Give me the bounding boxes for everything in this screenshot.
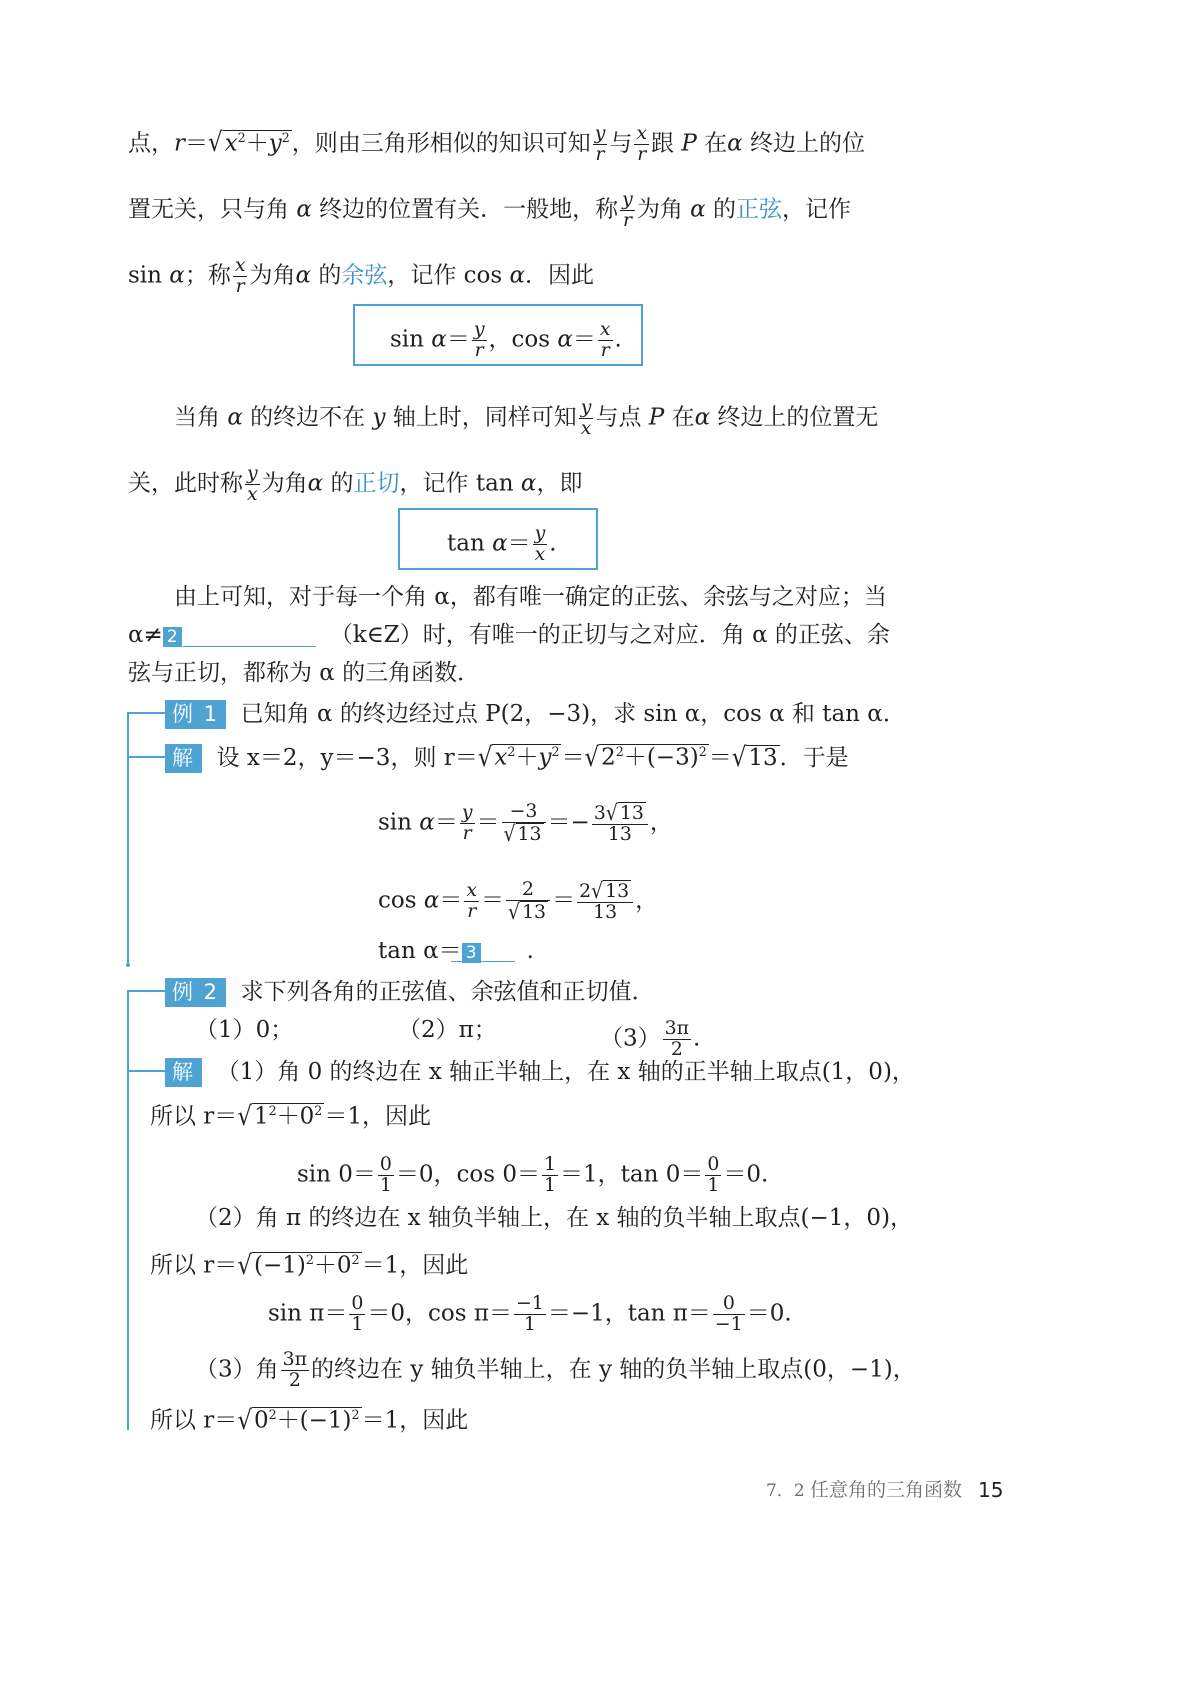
example2-item2: （2）π； bbox=[398, 1017, 497, 1043]
example1-sol-label: 解 bbox=[165, 744, 202, 773]
example1-question: 例 1 已知角 α 的终边经过点 P(2，−3)，求 sin α，cos α 和 tan α． bbox=[165, 700, 906, 729]
example2-sol2-line2: 所以 $r=√(-1)^2+0^2=1$，因此 bbox=[150, 1250, 469, 1281]
example2-question: 例 2 求下列各角的正弦值、余弦值和正切值． bbox=[165, 978, 655, 1007]
blank-number-badge: 3 bbox=[462, 943, 481, 963]
example2-sol2-formula: sin π＝ $\frac{0}{1}$ ＝0，cos π＝ $\frac{-1}{1}$ ＝−1，tan π＝ $\frac{0}{-1}$ ＝0. bbox=[268, 1292, 792, 1335]
example2-tick bbox=[127, 990, 165, 992]
example2-label: 例 2 bbox=[165, 978, 226, 1007]
term-cosine: 余弦 bbox=[341, 262, 388, 289]
term-tangent: 正切 bbox=[353, 470, 400, 497]
example2-sol-label: 解 bbox=[165, 1058, 202, 1087]
example2-item3: （3） $\frac{3\pi}{2}$ . bbox=[600, 1017, 701, 1060]
example2-sol1-line1: 解 （1）角 0 的终边在 x 轴正半轴上，在 x 轴的正半轴上取点(1，0)， bbox=[165, 1058, 915, 1087]
formula-sin-cos: sin α＝ $\frac{y}{r}$ ，cos α＝ $\frac{x}{r}$ . bbox=[390, 318, 622, 361]
p1-line3: sin α；称 $\frac{x}{r}$ 为角α 的余弦，记作 cos α．因此 bbox=[128, 254, 595, 297]
frac-y-over-x: $\frac{y}{x}$ bbox=[580, 396, 592, 439]
frac-x-over-r: $\frac{x}{r}$ bbox=[636, 122, 648, 165]
example1-label: 例 1 bbox=[165, 700, 226, 729]
p1-line2: 置无关，只与角 α 终边的位置有关．一般地，称 $\frac{y}{r}$ 为角 α 的正弦，记作 bbox=[128, 188, 851, 231]
p2-line1: 当角 α 的终边不在 y 轴上时，同样可知 $\frac{y}{x}$ 与点 P 在α 终边上的位置无 bbox=[174, 396, 879, 439]
fill-in-blank-3[interactable] bbox=[451, 961, 515, 962]
term-sine: 正弦 bbox=[736, 196, 782, 223]
example2-sol3-line1: （3）角 $\frac{3\pi}{2}$ 的终边在 y 轴负半轴上，在 y 轴的负半轴上取点(0，−1)， bbox=[195, 1348, 916, 1391]
footer-section-title: 任意角的三角函数 bbox=[810, 1479, 963, 1501]
example2-rail bbox=[127, 990, 129, 1430]
example1-solution-line: 解 设 x＝2，y＝−3，则 $r=√x^2+y^2=√2^2+(-3)^2=√13$．于是 bbox=[165, 744, 849, 773]
p3-line3: 弦与正切，都称为 α 的三角函数． bbox=[128, 660, 481, 686]
example2-sol1-formula: sin 0＝ $\frac{0}{1}$ ＝0，cos 0＝ $\frac{1}{1}$ ＝1，tan 0＝ $\frac{0}{1}$ ＝0. bbox=[297, 1153, 769, 1196]
example2-sol-tick bbox=[127, 1070, 165, 1072]
page-number: 15 bbox=[978, 1478, 1004, 1502]
example2-sol2-line1: （2）角 π 的终边在 x 轴负半轴上，在 x 轴的负半轴上取点(−1，0)， bbox=[195, 1205, 914, 1231]
frac-y-over-r: $\frac{y}{r}$ bbox=[594, 122, 606, 165]
frac-y-over-x: $\frac{y}{x}$ bbox=[247, 462, 258, 505]
p3-line2: α≠ 2 （k∈Z）时，有唯一的正切与之对应．角 α 的正弦、余 bbox=[128, 622, 890, 648]
sqrt-x2-y2: $√x^2+y^2$ bbox=[208, 128, 290, 159]
footer-section-number: 7．2 bbox=[766, 1481, 805, 1501]
fill-in-blank-2[interactable] bbox=[183, 646, 316, 647]
example1-sol-tick bbox=[127, 756, 165, 758]
example1-tan: tan α＝ 3 . bbox=[378, 938, 534, 964]
example2-sol1-line2: 所以 $r=√1^2+0^2=1$，因此 bbox=[150, 1101, 431, 1132]
example1-rail bbox=[127, 712, 129, 964]
p3-line1: 由上可知，对于每一个角 α，都有唯一确定的正弦、余弦与之对应；当 bbox=[174, 584, 887, 610]
example1-rail-end bbox=[126, 963, 130, 967]
blank-number-badge: 2 bbox=[163, 627, 182, 647]
example1-tick bbox=[127, 712, 165, 714]
example2-item1: （1）0； bbox=[195, 1017, 294, 1043]
example1-cos: cos α＝ $\frac{x}{r}$ ＝ $\frac{2}{√ 13}$ ＝ $\frac{2√ 13}{13}$ ， bbox=[378, 878, 659, 925]
example2-sol3-line2: 所以 $r=√0^2+(-1)^2=1$，因此 bbox=[150, 1405, 469, 1436]
formula-tan: tan α＝ $\frac{y}{x}$ . bbox=[447, 522, 557, 565]
frac-x-over-r: $\frac{x}{r}$ bbox=[234, 254, 246, 297]
example1-sin: sin α＝ $\frac{y}{r}$ ＝ $\frac{-3}{√ 13}$ ＝− $\frac{3√ 13}{13}$ ， bbox=[378, 800, 673, 847]
frac-y-over-r: $\frac{y}{r}$ bbox=[622, 188, 633, 231]
p1-line1: 点，$r=√x^2+y^2$，则由三角形相似的知识可知 $\frac{y}{r}$ 与 $\frac{x}{r}$ 跟 P 在α 终边上的位 bbox=[128, 122, 865, 165]
p2-line2: 关，此时称 $\frac{y}{x}$ 为角α 的正切，记作 tan α，即 bbox=[128, 462, 583, 505]
